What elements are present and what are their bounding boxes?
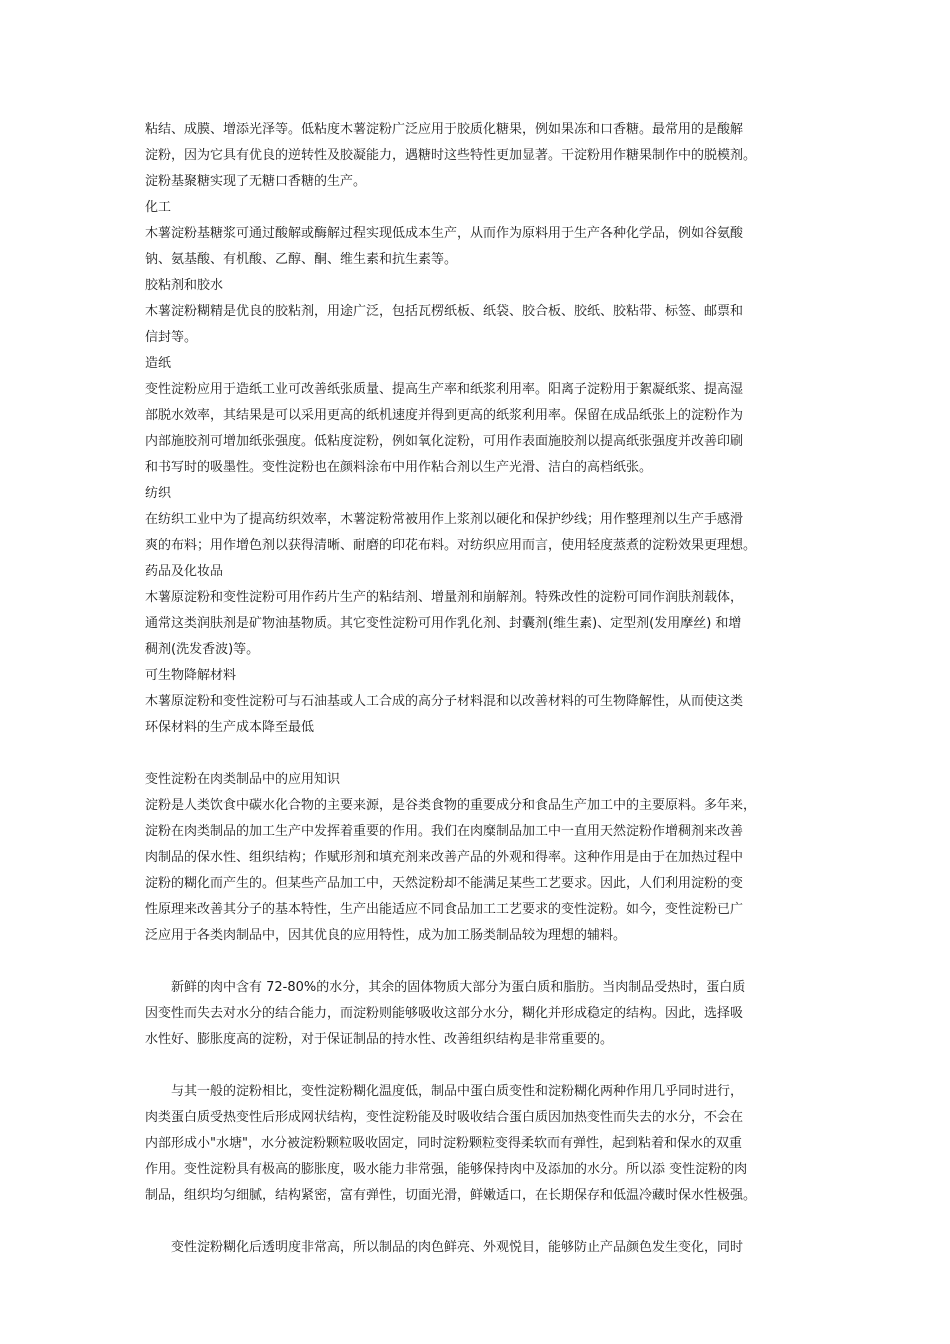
text-line: 泛应用于各类肉制品中，因其优良的应用特性，成为加工肠类制品较为理想的辅料。 xyxy=(145,928,627,943)
article-block xyxy=(145,767,815,1261)
text-line: 作用。变性淀粉具有极高的膨胀度，吸水能力非常强，能够保持肉中及添加的水分。所以添 变性淀粉的肉 xyxy=(145,1162,748,1177)
text-line: 和书写时的吸墨性。变性淀粉也在颜料涂布中用作粘合剂以生产光滑、洁白的高档纸张。 xyxy=(145,460,653,475)
spacer xyxy=(145,741,815,767)
text-line: 木薯淀粉基糖浆可通过酸解或酶解过程实现低成本生产，从而作为原料用于生产各种化学品，例如谷氨酸 xyxy=(145,226,744,241)
text-line: 与其一般的淀粉相比，变性淀粉糊化温度低，制品中蛋白质变性和淀粉糊化两种作用几乎同时进行， xyxy=(171,1084,744,1099)
text-line: 变性淀粉应用于造纸工业可改善纸张质量、提高生产率和纸浆利用率。阳离子淀粉用于絮凝纸浆、提高湿 xyxy=(145,382,744,397)
article-title: 变性淀粉在肉类制品中的应用知识 xyxy=(145,772,341,787)
text-line: 钠、氨基酸、有机酸、乙醇、酮、维生素和抗生素等。 xyxy=(145,252,458,267)
text-line: 木薯原淀粉和变性淀粉可用作药片生产的粘结剂、增量剂和崩解剂。特殊改性的淀粉可同作润肤剂载体， xyxy=(145,590,744,605)
text-line: 通常这类润肤剂是矿物油基物质。其它变性淀粉可用作乳化剂、封囊剂(维生素)、定型剂(发用摩丝) 和增 xyxy=(145,616,742,631)
text-line: 爽的布料；用作增色剂以获得清晰、耐磨的印花布料。对纺织应用而言，使用轻度蒸煮的淀粉效果更理想。 xyxy=(145,538,757,553)
text-line: 部脱水效率，其结果是可以采用更高的纸机速度并得到更高的纸浆利用率。保留在成品纸张上的淀粉作为 xyxy=(145,408,744,423)
text-line: 内部施胶剂可增加纸张强度。低粘度淀粉，例如氧化淀粉，可用作表面施胶剂以提高纸张强度并改善印刷 xyxy=(145,434,744,449)
text-line: 肉制品的保水性、组织结构；作赋形剂和填充剂来改善产品的外观和得率。这种作用是由于在加热过程中 xyxy=(145,850,744,865)
section-heading: 造纸 xyxy=(145,356,172,371)
text-line: 制品，组织均匀细腻，结构紧密，富有弹性，切面光滑，鲜嫩适口，在长期保存和低温冷藏时保水性极强。 xyxy=(145,1188,757,1203)
spacer xyxy=(145,949,815,975)
text-line: 性原理来改善其分子的基本特性，生产出能适应不同食品加工工艺要求的变性淀粉。如今，变性淀粉已广 xyxy=(145,902,744,917)
spacer xyxy=(145,1209,815,1235)
text-line: 新鲜的肉中含有 72-80%的水分，其余的固体物质大部分为蛋白质和脂肪。当肉制品受热时，蛋白质 xyxy=(171,980,746,995)
text-line: 内部形成小"水塘"，水分被淀粉颗粒吸收固定，同时淀粉颗粒变得柔软而有弹性，起到粘着和保水的双重 xyxy=(145,1136,742,1151)
section-heading: 胶粘剂和胶水 xyxy=(145,278,224,293)
section-pharma-cosmetics xyxy=(145,559,815,663)
text-line: 淀粉，因为它具有优良的逆转性及胶凝能力，遇糖时这些特性更加显著。干淀粉用作糖果制作中的脱模剂。 xyxy=(145,148,757,163)
text-line: 环保材料的生产成本降至最低 xyxy=(145,720,315,735)
text-line: 变性淀粉糊化后透明度非常高，所以制品的肉色鲜亮、外观悦目，能够防止产品颜色发生变化，同时 xyxy=(171,1240,744,1255)
section-adhesive xyxy=(145,273,815,351)
text-line: 淀粉是人类饮食中碳水化合物的主要来源，是谷类食物的重要成分和食品生产加工中的主要原料。多年来， xyxy=(145,798,757,813)
text-line: 淀粉在肉类制品的加工生产中发挥着重要的作用。我们在肉糜制品加工中一直用天然淀粉作增稠剂来改善 xyxy=(145,824,744,839)
document-page xyxy=(145,117,815,1261)
section-chemical xyxy=(145,195,815,273)
text-line: 木薯淀粉糊精是优良的胶粘剂，用途广泛，包括瓦楞纸板、纸袋、胶合板、胶纸、胶粘带、标签、邮票和 xyxy=(145,304,744,319)
text-line: 粘结、成膜、增添光泽等。低粘度木薯淀粉广泛应用于胶质化糖果，例如果冻和口香糖。最常用的是酸解 xyxy=(145,122,744,137)
section-heading: 可生物降解材料 xyxy=(145,668,237,683)
section-heading: 化工 xyxy=(145,200,172,215)
section-textile xyxy=(145,481,815,559)
text-line: 淀粉的糊化而产生的。但某些产品加工中，天然淀粉却不能满足某些工艺要求。因此，人们利用淀粉的变 xyxy=(145,876,744,891)
section-papermaking xyxy=(145,351,815,481)
text-line: 水性好、膨胀度高的淀粉，对于保证制品的持水性、改善组织结构是非常重要的。 xyxy=(145,1032,614,1047)
section-biodegradable xyxy=(145,663,815,741)
text-line: 稠剂(洗发香波)等。 xyxy=(145,642,260,657)
section-heading: 纺织 xyxy=(145,486,172,501)
section-heading: 药品及化妆品 xyxy=(145,564,224,579)
text-line: 木薯原淀粉和变性淀粉可与石油基或人工合成的高分子材料混和以改善材料的可生物降解性，从而使这类 xyxy=(145,694,744,709)
spacer xyxy=(145,1053,815,1079)
text-line: 肉类蛋白质受热变性后形成网状结构，变性淀粉能及时吸收结合蛋白质因加热变性而失去的水分，不会在 xyxy=(145,1110,744,1125)
intro-block xyxy=(145,117,815,195)
text-line: 在纺织工业中为了提高纺织效率，木薯淀粉常被用作上浆剂以硬化和保护纱线；用作整理剂以生产手感滑 xyxy=(145,512,744,527)
text-line: 淀粉基聚糖实现了无糖口香糖的生产。 xyxy=(145,174,367,189)
text-line: 因变性而失去对水分的结合能力，而淀粉则能够吸收这部分水分，糊化并形成稳定的结构。因此，选择吸 xyxy=(145,1006,744,1021)
text-line: 信封等。 xyxy=(145,330,198,345)
